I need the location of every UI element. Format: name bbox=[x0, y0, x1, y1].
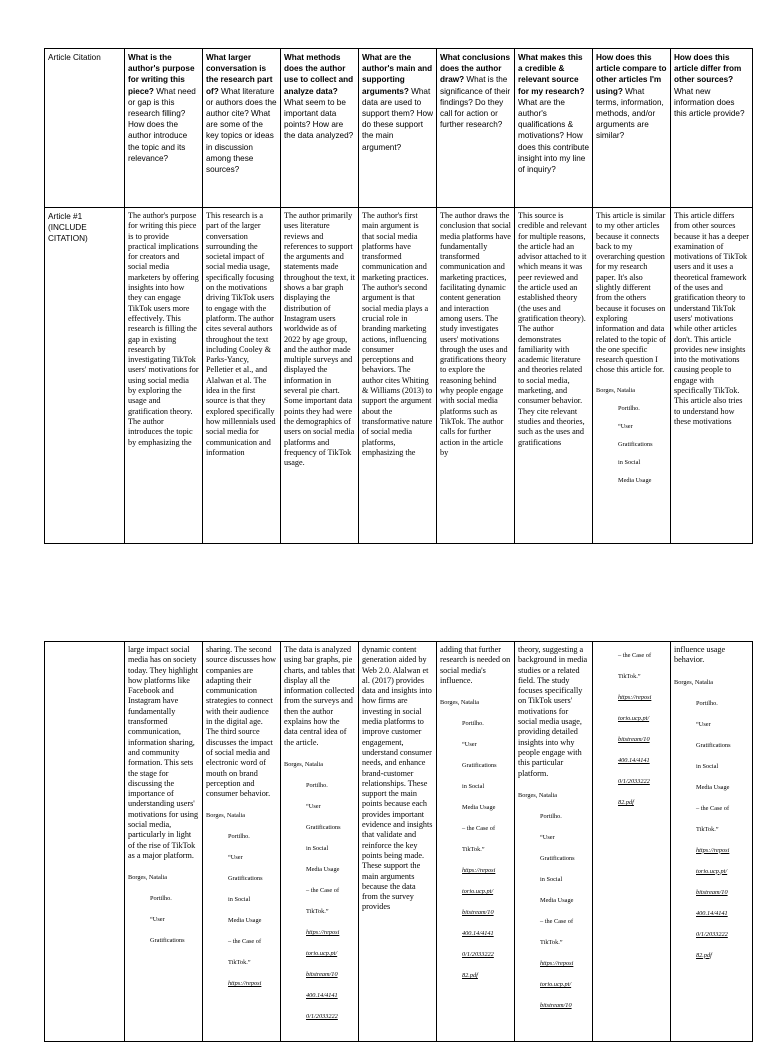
cell-credibility: This source is credible and relevant for multiple reasons, the article had an advisor attached to it which means it was peer reviewed and the article used an established theory (the uses and gratification theory). The author demonstrates familiarity with academic literature and theories related to social media, marketing, and consumer behavior. They cite relevant studies and theories, such as the uses and gratifications bbox=[515, 208, 593, 544]
citation-line: Borges, Natalia bbox=[128, 874, 168, 882]
cell-arguments-cont: dynamic content generation aided by Web 2.0. Alalwan et al. (2017) provides data and insights into how firms are investing in social media platforms to improve customer engagement, understand consumer needs, and enhance brand-customer relationships. These support the main points because each provides important evidence and insights that validate and reinforce the key points being made. These support the main arguments because the data from the survey provides bbox=[359, 642, 437, 1042]
citation-line: Borges, Natalia bbox=[596, 386, 636, 394]
citation-line: Portilho. bbox=[618, 404, 640, 412]
header-cell-differ bbox=[671, 49, 753, 208]
header-question: What methods does the author use to collect and analyze data? bbox=[284, 53, 354, 96]
citation-line: – the Case of bbox=[462, 825, 496, 833]
header-row bbox=[45, 49, 753, 208]
citation-line: Media Usage bbox=[696, 783, 730, 791]
citation-link[interactable]: https://reposi bbox=[696, 846, 730, 854]
citation-block bbox=[206, 805, 277, 994]
continued-row bbox=[45, 642, 753, 1042]
citation-line: Borges, Natalia bbox=[674, 678, 714, 686]
citation-link[interactable]: bitstream/10 bbox=[618, 736, 650, 743]
header-text: Article Citation bbox=[48, 53, 101, 62]
citation-link[interactable]: https://reposi bbox=[306, 928, 340, 936]
cell-conversation-cont bbox=[203, 642, 281, 1042]
citation-link[interactable]: https://reposi bbox=[618, 694, 652, 701]
citation-line: Gratifications bbox=[696, 741, 731, 749]
conversation-cont-text: sharing. The second source discusses how companies are adapting their communication strategies to connect with their audience in the digital age. The third source discusses the impact of social media and electronic word of mouth on brand perception and consumer behavior. bbox=[206, 645, 277, 799]
citation-line: TikTok.” bbox=[228, 959, 251, 967]
purpose-cont-text: large impact social media has on society today. They highlight how platforms like Facebook and Instagram have fundamentally transformed communication, information sharing, and community formation. This sets the stage for discussing the importance of understanding users' motivations for using social media, particularly in light of the rise of TikTok as a major platform. bbox=[128, 645, 199, 860]
citation-link[interactable]: 0/1/2033222 bbox=[618, 778, 650, 785]
citation-block bbox=[596, 382, 667, 490]
citation-link[interactable]: https://reposi bbox=[540, 959, 574, 967]
citation-line: TikTok.” bbox=[462, 846, 485, 854]
citation-line: “User bbox=[306, 802, 321, 810]
header-question: What larger conversation is the research part of? bbox=[206, 53, 273, 96]
citation-link[interactable]: 0/1/2033222 bbox=[696, 930, 728, 938]
citation-line: Borges, Natalia bbox=[284, 760, 324, 768]
citation-line: Media Usage bbox=[462, 804, 496, 812]
cell-differ: This article differs from other sources because it has a deeper examination of motivations of TikTok users and it uses a theoretical framework of the uses and gratification theory to understand TikTok users' motivations while other articles don't. This article provides new insights into the motivations causing people to engage with specifically TikTok. This article also tries to understand how these motivations bbox=[671, 208, 753, 544]
methods-cont-text: The data is analyzed using bar graphs, pie charts, and tables that display all the information collected from the surveys and then the author explains how the data central idea of the article. bbox=[284, 645, 355, 747]
cell-compare-cont bbox=[593, 642, 671, 1042]
header-question: How does this article differ from other sources? bbox=[674, 53, 742, 85]
citation-line: Media Usage bbox=[618, 476, 652, 484]
citation-link[interactable]: 0/1/2033222 bbox=[462, 951, 494, 959]
header-cell-methods bbox=[281, 49, 359, 208]
citation-block bbox=[440, 692, 511, 986]
header-subquestion: What data are used to support them? How do these support the main argument? bbox=[362, 86, 433, 152]
citation-line: – the Case of bbox=[540, 917, 574, 925]
cell-purpose-cont bbox=[125, 642, 203, 1042]
cell-methods-cont bbox=[281, 642, 359, 1042]
citation-line: Gratifications bbox=[150, 937, 185, 945]
citation-link[interactable]: 82.pdf bbox=[696, 951, 712, 959]
citation-line: – the Case of bbox=[228, 938, 262, 946]
citation-link[interactable]: https://reposi bbox=[228, 980, 262, 988]
citation-link[interactable]: https://reposi bbox=[462, 867, 496, 875]
header-subquestion: What literature or authors does the author cite? What are some of the key topics or ideas in discussion among these sources? bbox=[206, 86, 277, 175]
citation-link[interactable]: bitstream/10 bbox=[540, 1001, 572, 1009]
header-question: What is the author's purpose for writing this piece? bbox=[128, 53, 195, 96]
citation-line: Borges, Natalia bbox=[206, 812, 246, 820]
header-subquestion: What seem to be important data points? How are the data analyzed? bbox=[284, 97, 354, 141]
citation-line: Media Usage bbox=[228, 917, 262, 925]
citation-line: Portilho. bbox=[462, 720, 484, 728]
cell-methods: The author primarily uses literature reviews and references to support the arguments and statements made throughout the text, it shows a bar graph displaying the distribution of Instagram users worldwide as of 2022 by age group, and the author made multiple surveys and displayed the information in several pie chart. Some important data points they had were the demographics of users on social media platforms and frequency of TikTok usage. bbox=[281, 208, 359, 544]
header-cell-compare bbox=[593, 49, 671, 208]
citation-block bbox=[128, 867, 199, 951]
citation-link[interactable]: 400.14/4141 bbox=[462, 930, 494, 938]
citation-line: – the Case of bbox=[696, 804, 730, 812]
header-subquestion: What need or gap is this research filling? How does the author introduce the topic and its relevance? bbox=[128, 86, 196, 163]
conclusions-cont-text: adding that further research is needed on social media's influence. bbox=[440, 645, 511, 685]
credibility-cont-text: theory, suggesting a background in media studies or a related field. The study focuses specifically on TikTok users' motivations for social media usage, providing detailed insights into why people engage with this particular platform. bbox=[518, 645, 588, 778]
citation-link[interactable]: torio.ucp.pt/ bbox=[462, 888, 494, 896]
header-question: What makes this a credible & relevant source for my research? bbox=[518, 53, 585, 96]
citation-block bbox=[674, 672, 749, 966]
row-label: Article #1 (INCLUDE CITATION) bbox=[45, 208, 125, 544]
citation-line: Media Usage bbox=[540, 896, 574, 904]
citation-line: “User bbox=[150, 916, 165, 924]
header-cell-conclusions bbox=[437, 49, 515, 208]
cell-arguments: The author's first main argument is that social media platforms have transformed communication and marketing practices. The author's second argument is that social media plays a crucial role in branding marketing actions, influencing consumer perceptions and behaviors. The author cites Whiting & Williams (2013) to support the argument about the transformative nature of social media platforms, emphasizing the bbox=[359, 208, 437, 544]
citation-line: Gratifications bbox=[306, 823, 341, 831]
citation-block bbox=[284, 754, 355, 1027]
citation-block bbox=[596, 645, 667, 813]
cell-credibility-cont bbox=[515, 642, 593, 1042]
citation-line: Gratifications bbox=[228, 875, 263, 883]
citation-line: “User bbox=[696, 720, 711, 728]
citation-link[interactable]: 400.14/4141 bbox=[696, 909, 728, 917]
header-subquestion: What new information does this article provide? bbox=[674, 86, 745, 119]
citation-line: Gratifications bbox=[462, 762, 497, 770]
citation-line: in Social bbox=[618, 458, 641, 466]
compare-text: This article is similar to my other articles because it connects back to my overarching question for my research paper. It's also slightly different from the others because it focuses on exploring information and data related to the topic of the one specific research question I chose this article for. bbox=[596, 211, 667, 375]
header-question: What are the author's main and supporting arguments? bbox=[362, 53, 433, 96]
citation-line: “User bbox=[228, 854, 243, 862]
cell-compare bbox=[593, 208, 671, 544]
citation-link[interactable]: torio.ucp.pt/ bbox=[696, 867, 728, 875]
citation-link[interactable]: torio.ucp.pt/ bbox=[618, 715, 650, 722]
header-question: How does this article compare to other articles I'm using? bbox=[596, 53, 667, 96]
citation-line: – the Case of bbox=[306, 886, 340, 894]
citation-line: Borges, Natalia bbox=[440, 699, 480, 707]
citation-line: Portilho. bbox=[228, 833, 250, 841]
citation-link[interactable]: torio.ucp.pt/ bbox=[540, 980, 572, 988]
research-table-continued bbox=[44, 641, 753, 1042]
citation-line: TikTok.” bbox=[696, 825, 719, 833]
header-cell-conversation bbox=[203, 49, 281, 208]
cell-conclusions-cont bbox=[437, 642, 515, 1042]
citation-line: “User bbox=[540, 833, 555, 841]
citation-line: in Social bbox=[462, 783, 485, 791]
cell-conversation: This research is a part of the larger conversation surrounding the societal impact of social media usage, specifically focusing on the motivations driving TikTok users to engage with the platform. The author cites several authors throughout the text including Cooley & Parks-Yancy, Pelletier et al., and Alalwan et al. The idea in the first source is that they explored specifically how millennials used social media for communication and information bbox=[203, 208, 281, 544]
header-question: What conclusions does the author draw? bbox=[440, 53, 511, 85]
article-row bbox=[45, 208, 753, 544]
citation-link[interactable]: 82.pdf bbox=[618, 799, 634, 806]
citation-line: in Social bbox=[306, 844, 329, 852]
citation-line: Portilho. bbox=[696, 699, 718, 707]
citation-link[interactable]: bitstream/10 bbox=[462, 909, 494, 917]
citation-line: Borges, Natalia bbox=[518, 791, 558, 799]
header-cell-arguments bbox=[359, 49, 437, 208]
citation-line: “User bbox=[618, 422, 633, 430]
cell-purpose: The author's purpose for writing this piece is to provide practical implications for creators and social media marketers by offering insights into how they can engage TikTok users more effectively. This research is filling the gap in existing research by investigating TikTok users' motivations for using social media by exploring the usage and gratification theory. The author introduces the topic by emphasizing the bbox=[125, 208, 203, 544]
citation-line: Media Usage bbox=[306, 865, 340, 873]
citation-line: Portilho. bbox=[150, 895, 172, 903]
citation-link[interactable]: 82.pdf bbox=[462, 972, 478, 980]
citation-line: TikTok.” bbox=[540, 938, 563, 946]
citation-line: – the Case of bbox=[618, 652, 652, 659]
citation-link[interactable]: bitstream/10 bbox=[306, 970, 338, 978]
header-subquestion: What are the author's qualifications & motivations? How does this contribute insight into my line of inquiry? bbox=[518, 97, 590, 175]
citation-link[interactable]: 400.14/4141 bbox=[618, 757, 650, 764]
header-cell-credibility bbox=[515, 49, 593, 208]
header-cell-purpose bbox=[125, 49, 203, 208]
header-subquestion: What is the significance of their findings? Do they call for action or further research? bbox=[440, 75, 511, 130]
research-table-top bbox=[44, 48, 753, 544]
cell-differ-cont bbox=[671, 642, 753, 1042]
citation-line: Gratifications bbox=[540, 854, 575, 862]
cell-conclusions: The author draws the conclusion that social media platforms have fundamentally transformed communication and marketing practices, facilitating dynamic content generation and interaction among users. The study investigates users' motivations through the uses and gratifications theory to explore the reasoning behind why people engage with social media platforms such as TikTok. The author calls for further action in the article by bbox=[437, 208, 515, 544]
citation-line: Portilho. bbox=[306, 781, 328, 789]
citation-line: in Social bbox=[696, 762, 719, 770]
citation-link[interactable]: 400.14/4141 bbox=[306, 991, 338, 999]
header-cell-citation bbox=[45, 49, 125, 208]
citation-link[interactable]: bitstream/10 bbox=[696, 888, 728, 896]
citation-line: in Social bbox=[540, 875, 563, 883]
citation-line: Portilho. bbox=[540, 812, 562, 820]
citation-line: in Social bbox=[228, 896, 251, 904]
citation-line: “User bbox=[462, 741, 477, 749]
citation-block bbox=[518, 785, 589, 1016]
citation-line: TikTok.” bbox=[306, 907, 329, 915]
citation-link[interactable]: torio.ucp.pt/ bbox=[306, 949, 338, 957]
citation-line: TikTok.” bbox=[618, 673, 641, 680]
cell-empty-label bbox=[45, 642, 125, 1042]
header-subquestion: What terms, information, methods, and/or arguments are similar? bbox=[596, 86, 664, 141]
differ-cont-text: influence usage behavior. bbox=[674, 645, 726, 665]
citation-line: Gratifications bbox=[618, 440, 653, 448]
citation-link[interactable]: 0/1/2033222 bbox=[306, 1012, 338, 1020]
